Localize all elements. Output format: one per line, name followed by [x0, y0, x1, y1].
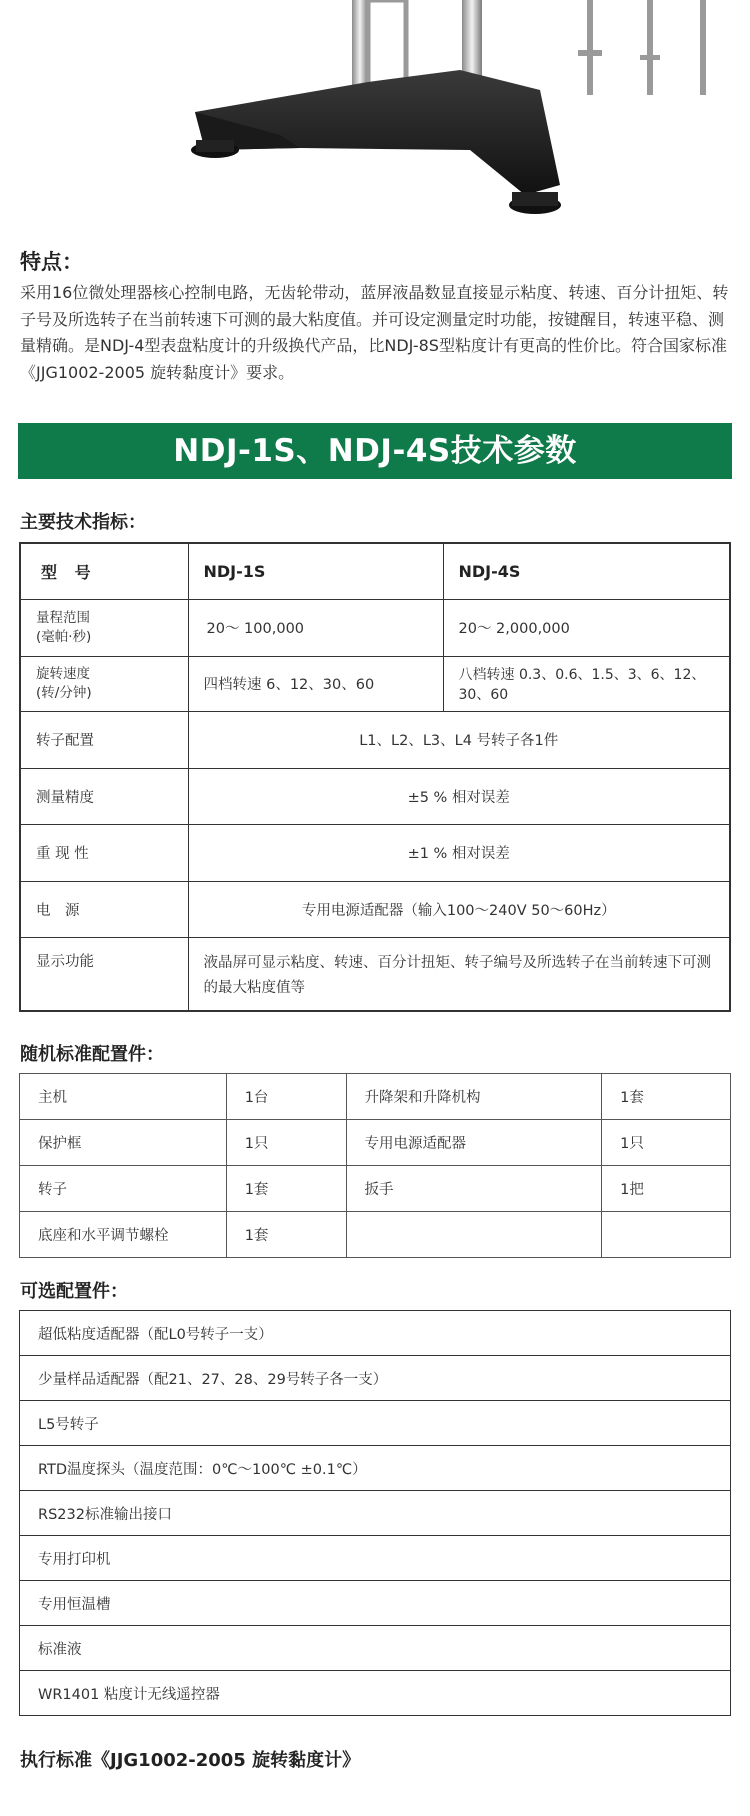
std-item: 主机	[20, 1074, 227, 1120]
features-description: 采用16位微处理器核心控制电路，无齿轮带动，蓝屏液晶数显直接显示粘度、转速、百分计扭矩、转子号及所选转子在当前转速下可测的最大粘度值。并可设定测量定时功能，按键醒目，转速平稳、测量精确。是NDJ-4型表盘粘度计的升级换代产品，比NDJ-8S型粘度计有更高的性价比。符合国家标准《JJG1002-2005 旋转黏度计》要求。	[20, 283, 729, 382]
product-image	[0, 0, 750, 232]
std-qty: 1只	[602, 1120, 731, 1166]
optional-item: L5号转子	[20, 1401, 731, 1446]
repeatability-value: ±1 % 相对误差	[188, 824, 730, 881]
speed-ndj4s: 八档转速 0.3、0.6、1.5、3、6、12、30、60	[443, 656, 730, 711]
repeatability-label: 重 现 性	[20, 824, 188, 881]
accuracy-value: ±5 % 相对误差	[188, 768, 730, 824]
speed-ndj1s: 四档转速 6、12、30、60	[188, 656, 443, 711]
list-item	[20, 1446, 731, 1491]
std-item: 转子	[20, 1166, 227, 1212]
std-qty	[602, 1212, 731, 1258]
model-header: 型 号	[20, 543, 188, 599]
table-row	[20, 1212, 731, 1258]
execution-standard: 执行标准《JJG1002-2005 旋转黏度计》	[20, 1750, 361, 1771]
std-item: 底座和水平调节螺栓	[20, 1212, 227, 1258]
table-row	[20, 937, 730, 1011]
speed-label	[20, 656, 188, 711]
table-row	[20, 656, 730, 711]
std-qty: 1把	[602, 1166, 731, 1212]
optional-item: RS232标准输出接口	[20, 1491, 731, 1536]
list-item	[20, 1311, 731, 1356]
list-item	[20, 1536, 731, 1581]
range-label	[20, 599, 188, 656]
table-row	[20, 881, 730, 937]
list-item	[20, 1356, 731, 1401]
optional-item: 超低粘度适配器（配L0号转子一支）	[20, 1311, 731, 1356]
list-item	[20, 1491, 731, 1536]
spec-banner: NDJ-1S、NDJ-4S技术参数	[18, 423, 732, 479]
optional-item: 专用打印机	[20, 1536, 731, 1581]
spec-section-title: 主要技术指标：	[20, 512, 146, 533]
table-row	[20, 1120, 731, 1166]
table-row	[20, 711, 730, 768]
model-ndj1s: NDJ-1S	[188, 543, 443, 599]
std-item	[346, 1212, 602, 1258]
std-qty: 1套	[602, 1074, 731, 1120]
table-row	[20, 1166, 731, 1212]
list-item	[20, 1581, 731, 1626]
power-value: 专用电源适配器（输入100～240V 50～60Hz）	[188, 881, 730, 937]
std-item: 专用电源适配器	[346, 1120, 602, 1166]
range-ndj4s: 20～ 2,000,000	[443, 599, 730, 656]
optional-section-title: 可选配置件：	[20, 1281, 128, 1302]
model-ndj4s: NDJ-4S	[443, 543, 730, 599]
std-item: 升降架和升降机构	[346, 1074, 602, 1120]
features-title: 特点：	[20, 250, 83, 274]
optional-item: 专用恒温槽	[20, 1581, 731, 1626]
range-ndj1s: 20～ 100,000	[188, 599, 443, 656]
std-qty: 1套	[226, 1212, 346, 1258]
table-row	[20, 768, 730, 824]
standard-section-title: 随机标准配置件：	[20, 1044, 164, 1065]
table-row	[20, 543, 730, 599]
std-qty: 1只	[226, 1120, 346, 1166]
optional-item: 标准液	[20, 1626, 731, 1671]
std-qty: 1套	[226, 1166, 346, 1212]
optional-item: WR1401 粘度计无线遥控器	[20, 1671, 731, 1716]
list-item	[20, 1671, 731, 1716]
optional-config-table	[19, 1310, 731, 1716]
standard-config-table	[19, 1073, 731, 1258]
spec-table	[19, 542, 731, 1012]
accuracy-label: 测量精度	[20, 768, 188, 824]
range-label-line2: (毫帕·秒)	[36, 628, 92, 645]
power-label: 电 源	[20, 881, 188, 937]
std-qty: 1台	[226, 1074, 346, 1120]
table-row	[20, 1074, 731, 1120]
optional-item: 少量样品适配器（配21、27、28、29号转子各一支）	[20, 1356, 731, 1401]
display-value: 液晶屏可显示粘度、转速、百分计扭矩、转子编号及所选转子在当前转速下可测的最大粘度值等	[188, 937, 730, 1011]
speed-label-line2: (转/分钟)	[36, 684, 92, 701]
table-row	[20, 824, 730, 881]
rotor-label: 转子配置	[20, 711, 188, 768]
rotor-value: L1、L2、L3、L4 号转子各1件	[188, 711, 730, 768]
optional-item: RTD温度探头（温度范围：0℃～100℃ ±0.1℃）	[20, 1446, 731, 1491]
list-item	[20, 1401, 731, 1446]
speed-label-line1: 旋转速度	[36, 665, 90, 682]
std-item: 保护框	[20, 1120, 227, 1166]
display-label: 显示功能	[20, 937, 188, 1011]
table-row	[20, 599, 730, 656]
list-item	[20, 1626, 731, 1671]
range-label-line1: 量程范围	[36, 609, 90, 626]
std-item: 扳手	[346, 1166, 602, 1212]
